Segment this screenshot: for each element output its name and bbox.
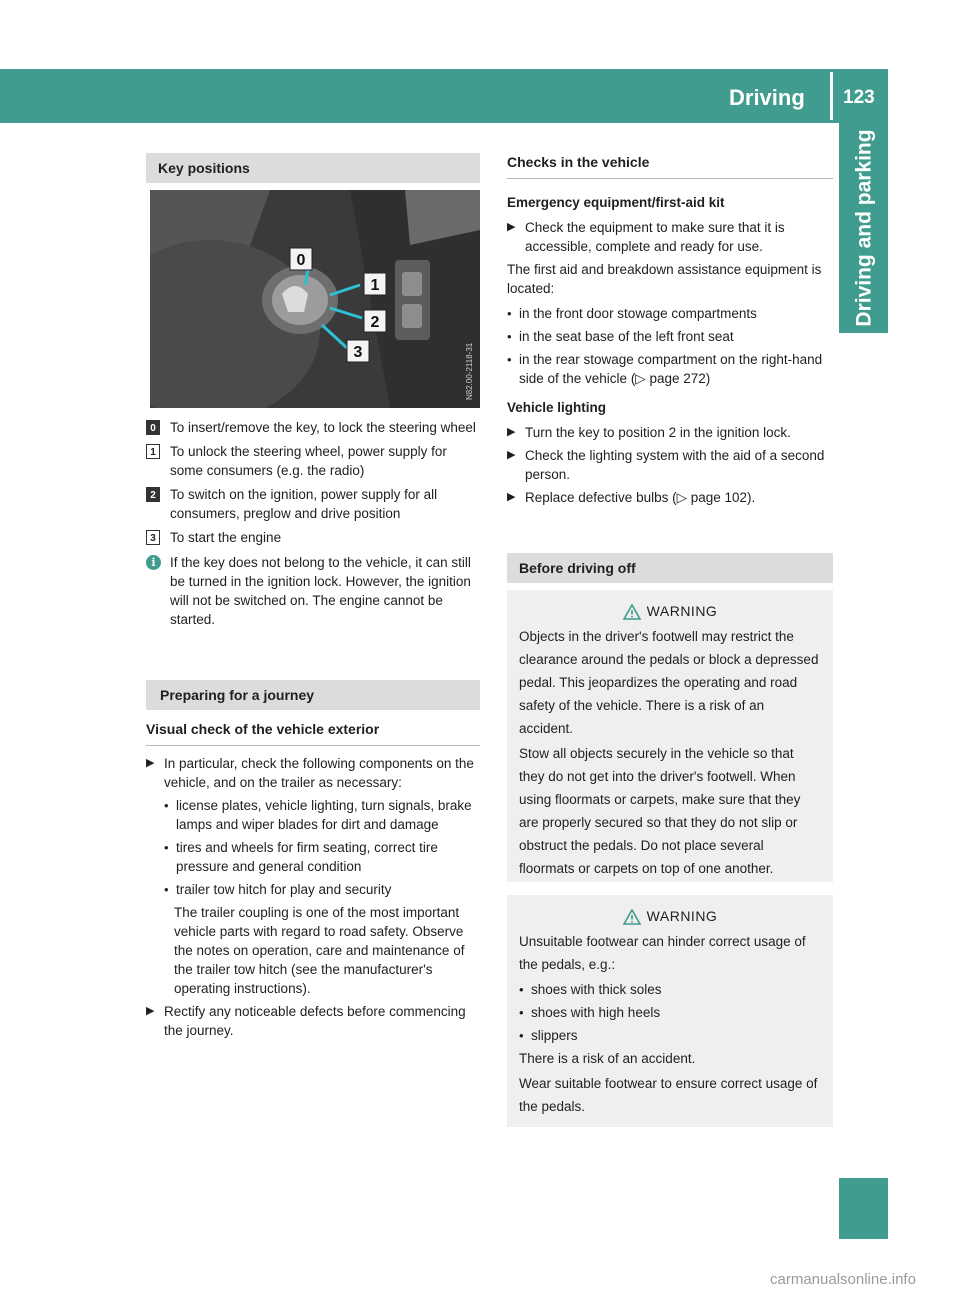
legend-item: 1 To unlock the steering wheel, power supply for some consumers (e.g. the radio) [146, 442, 482, 480]
page-section-title: Driving [729, 85, 805, 110]
visual-check-content [146, 754, 482, 1044]
instruction-step: ▶ Check the equipment to make sure that it is accessible, complete and ready for use. [507, 220, 785, 254]
checks-content [507, 193, 833, 511]
callout-0: 0 [296, 252, 306, 269]
arrow-icon: ▶ [507, 426, 516, 438]
callout-3: 3 [353, 344, 363, 361]
warning-triangle-icon [623, 909, 641, 925]
list-item: • in the front door stowage compartments [507, 306, 757, 321]
instruction-step: ▶ In particular, check the following components on the vehicle, and on the trailer as necessary: [146, 756, 474, 790]
watermark: carmanualsonline.info [770, 1271, 916, 1288]
location-intro: The first aid and breakdown assistance equipment is located: [507, 262, 822, 296]
trailer-note: The trailer coupling is one of the most important vehicle parts with regard to road safety. Observe the notes on operation, care and maintenance of the trailer tow hitch (see the manufacturer's operating instructions). [174, 905, 465, 996]
warning-title: WARNING [646, 603, 718, 619]
checks-heading: Checks in the vehicle [507, 154, 650, 170]
position-number: 3 [146, 530, 160, 545]
callout-2: 2 [370, 314, 380, 331]
ignition-lock-photo [150, 190, 480, 408]
side-chapter-tab: Driving and parking [852, 129, 875, 327]
before-driving-heading: Before driving off [507, 553, 833, 583]
preparing-journey-heading: Preparing for a journey [146, 680, 480, 710]
instruction-step: ▶ Check the lighting system with the aid of a second person. [507, 448, 825, 482]
photo-code: N82.00-2118-31 [465, 342, 474, 400]
visual-check-heading: Visual check of the vehicle exterior [146, 721, 380, 737]
page-number: 123 [843, 87, 875, 108]
warning-box-footwell: WARNING Objects in the driver's footwell may restrict the clearance around the pedals or block a depressed pedal. This jeopardizes the operating and road safety of the vehicle. There is a risk of an accident. Stow all objects securely in the vehicle so that they do not get into the driver's footwell. When using floormats or carpets, make sure that they are properly secured so that they do not slip or obstruct the pedals. Do not place several floormats or carpets on top of one another. [507, 590, 833, 882]
legend-item: 2 To switch on the ignition, power supply for all consumers, preglow and drive position [146, 485, 482, 523]
instruction-step: ▶ Rectify any noticeable defects before commencing the journey. [146, 1004, 466, 1038]
warning-box-footwear: WARNING Unsuitable footwear can hinder correct usage of the pedals, e.g.: • shoes with thick soles • shoes with high heels • slippers There is a risk of an accident. Wear suitable footwear to ensure correct usage of the pedals. [507, 895, 833, 1127]
ignition-lock-illustration [150, 190, 480, 408]
position-number: 1 [146, 444, 160, 459]
legend-item: 3 To start the engine [146, 528, 482, 547]
warning-triangle-icon [623, 604, 641, 620]
arrow-icon: ▶ [507, 221, 516, 233]
list-item: • trailer tow hitch for play and security [164, 882, 392, 897]
vehicle-lighting-heading: Vehicle lighting [507, 400, 607, 415]
side-marker [839, 1178, 888, 1232]
key-positions-heading: Key positions [146, 153, 480, 183]
arrow-icon: ▶ [146, 1005, 155, 1017]
list-item: • in the rear stowage compartment on the right-hand side of the vehicle (▷ page 272) [507, 352, 823, 386]
legend-item: 0 To insert/remove the key, to lock the steering wheel [146, 418, 482, 437]
callout-1: 1 [370, 277, 380, 294]
arrow-icon: ▶ [507, 449, 516, 461]
list-item: • tires and wheels for firm seating, correct tire pressure and general condition [164, 840, 438, 874]
position-number: 0 [146, 420, 160, 435]
key-positions-legend [146, 418, 482, 629]
list-item: • license plates, vehicle lighting, turn signals, brake lamps and wiper blades for dirt and damage [164, 798, 472, 832]
header-divider [830, 72, 833, 120]
instruction-step: ▶ Turn the key to position 2 in the ignition lock. [507, 425, 791, 440]
instruction-step: ▶ Replace defective bulbs (▷ page 102). [507, 490, 756, 505]
position-number: 2 [146, 487, 160, 502]
list-item: • shoes with thick soles [519, 982, 662, 997]
warning-title: WARNING [646, 908, 718, 924]
arrow-icon: ▶ [507, 491, 516, 503]
emergency-heading: Emergency equipment/first-aid kit [507, 195, 725, 210]
list-item: • slippers [519, 1028, 578, 1043]
info-icon: i [146, 555, 161, 570]
info-note: i If the key does not belong to the vehicle, it can still be turned in the ignition lock. However, the ignition will not be switched on. The engine cannot be started. [146, 553, 482, 629]
list-item: • shoes with high heels [519, 1005, 661, 1020]
arrow-icon: ▶ [146, 757, 155, 769]
list-item: • in the seat base of the left front seat [507, 329, 734, 344]
